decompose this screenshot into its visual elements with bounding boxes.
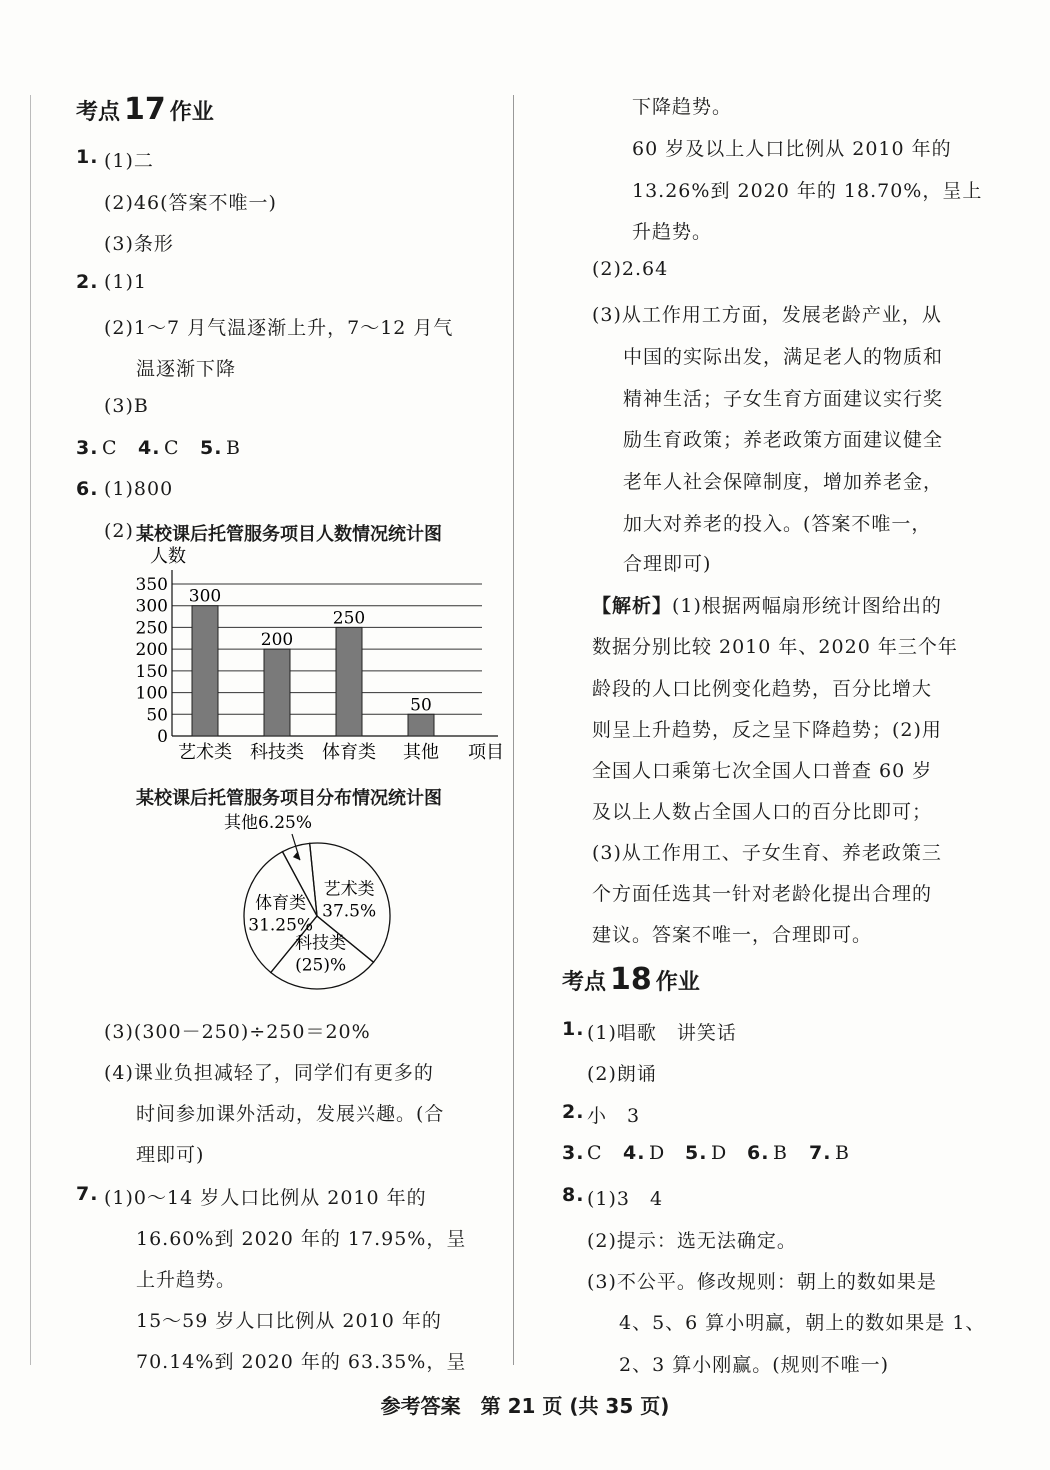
- section-prefix: 考点: [562, 970, 607, 995]
- analysis-line-2: 数据分别比较 2010 年、2020 年三个年: [592, 636, 958, 658]
- s18-q6-number: 6.: [747, 1142, 770, 1164]
- q7-right-12: 合理即可): [623, 553, 712, 575]
- s18-q8-answer-c1: (3)不公平。修改规则：朝上的数如果是: [587, 1271, 937, 1293]
- q2-answer-b2: 温逐渐下降: [136, 358, 237, 380]
- q6-number: 6.: [76, 478, 99, 500]
- q7-right-9: 励生育政策；养老政策方面建议健全: [623, 429, 944, 451]
- s18-q3-answer: C: [587, 1142, 603, 1164]
- s18-q8-number: 8.: [562, 1184, 585, 1206]
- pie-chart-title: 某校课后托管服务项目分布情况统计图: [136, 788, 442, 809]
- pie-slice-value: 31.25%: [248, 915, 314, 936]
- q7-right-11: 加大对养老的投入。(答案不唯一，: [623, 513, 932, 535]
- s18-q8-answer-b: (2)提示：选无法确定。: [587, 1230, 797, 1252]
- y-tick-label: 0: [157, 727, 168, 747]
- section-number: 17: [124, 92, 166, 127]
- q3-answer: C: [102, 437, 118, 459]
- y-tick-label: 50: [146, 705, 168, 726]
- bar-其他: [408, 714, 434, 736]
- q7-right-8: 精神生活；子女生育方面建议实行奖: [623, 388, 944, 410]
- q7-line-4: 15～59 岁人口比例从 2010 年的: [136, 1310, 442, 1332]
- column-divider: [513, 95, 514, 1365]
- pie-slice-value: (25)%: [295, 955, 347, 976]
- q7-line-3: 上升趋势。: [136, 1269, 237, 1291]
- q1-number: 1.: [76, 146, 99, 168]
- bar-科技类: [264, 649, 290, 736]
- q2-number: 2.: [76, 271, 99, 293]
- analysis-line-8: 个方面任选其一针对老龄化提出合理的: [592, 883, 933, 905]
- s18-q3-number: 3.: [562, 1142, 585, 1164]
- analysis-line-5: 全国人口乘第七次全国人口普查 60 岁: [592, 760, 933, 782]
- q2-answer-c: (3)B: [104, 395, 149, 417]
- analysis-line-7: (3)从工作用工、子女生育、养老政策三: [592, 842, 942, 864]
- s18-q4-answer: D: [649, 1142, 666, 1164]
- q7-right-7: 中国的实际出发，满足老人的物质和: [623, 346, 944, 368]
- q7-right-6: (3)从工作用工方面，发展老龄产业，从: [592, 304, 942, 326]
- s18-q4-number: 4.: [623, 1142, 646, 1164]
- y-tick-label: 250: [135, 618, 168, 639]
- bar-chart-title: 某校课后托管服务项目人数情况统计图: [136, 524, 442, 545]
- y-tick-label: 100: [135, 683, 168, 704]
- q6-answer-d3: 理即可): [136, 1144, 205, 1166]
- s18-q2-number: 2.: [562, 1101, 585, 1123]
- s18-q2-answer: 小 3: [587, 1105, 641, 1127]
- q6-answer-d1: (4)课业负担减轻了，同学们有更多的: [104, 1062, 434, 1084]
- bar-value-label: 300: [188, 586, 222, 607]
- q7-right-1: 下降趋势。: [632, 96, 733, 118]
- pie-slice-name: 艺术类: [323, 879, 375, 900]
- y-tick-label: 350: [135, 575, 168, 595]
- footer-label: 参考答案: [380, 1394, 461, 1418]
- x-axis-label: 项目: [468, 742, 504, 763]
- section-prefix: 考点: [76, 100, 121, 125]
- analysis-tag: 【解析】: [592, 595, 673, 617]
- x-tick-label: 艺术类: [178, 742, 232, 763]
- q1-answer-b: (2)46(答案不唯一): [104, 192, 277, 214]
- q5-number: 5.: [200, 437, 223, 459]
- page-footer: [0, 1390, 1050, 1419]
- y-tick-label: 150: [135, 661, 168, 682]
- q6-answer-d2: 时间参加课外活动，发展兴趣。(合: [136, 1103, 445, 1125]
- q2-answer-a: (1)1: [104, 271, 148, 293]
- s18-q7-number: 7.: [809, 1142, 832, 1164]
- q1-answer-c: (3)条形: [104, 233, 174, 255]
- s18-q7-answer: B: [835, 1142, 850, 1164]
- footer-page: 第 21 页 (共 35 页): [480, 1394, 670, 1418]
- x-tick-label: 体育类: [322, 742, 376, 763]
- q3-number: 3.: [76, 437, 99, 459]
- q7-number: 7.: [76, 1183, 99, 1205]
- q7-right-3: 13.26%到 2020 年的 18.70%，呈上: [632, 180, 983, 202]
- q6-answer-b-prefix: (2): [104, 520, 134, 542]
- bar-chart: [120, 540, 510, 772]
- q4-answer: C: [164, 437, 180, 459]
- q4-number: 4.: [138, 437, 161, 459]
- left-margin-line: [30, 95, 31, 1365]
- analysis-text-1: (1)根据两幅扇形统计图给出的: [672, 595, 942, 617]
- analysis-line-4: 则呈上升趋势，反之呈下降趋势；(2)用: [592, 719, 942, 741]
- q7-right-10: 老年人社会保障制度，增加养老金，: [623, 471, 944, 493]
- q7-right-4: 升趋势。: [632, 221, 713, 243]
- pie-slice-name: 体育类: [255, 893, 307, 914]
- q6-answer-a: (1)800: [104, 478, 174, 500]
- pie-slice-value: 37.5%: [322, 901, 377, 922]
- q7-line-2: 16.60%到 2020 年的 17.95%，呈: [136, 1228, 467, 1250]
- section-suffix: 作业: [655, 970, 700, 995]
- pie-pointer-arrow: [293, 851, 300, 860]
- analysis-line-1: [592, 591, 942, 618]
- q5-answer: B: [226, 437, 241, 459]
- bar-value-label: 250: [332, 608, 366, 629]
- analysis-line-6: 及以上人数占全国人口的百分比即可；: [592, 801, 933, 823]
- section-18-heading: [562, 962, 700, 997]
- s18-q8-answer-c3: 2、3 算小刚赢。(规则不唯一): [619, 1354, 890, 1376]
- pie-slice-name: 科技类: [295, 933, 347, 954]
- s18-q1-number: 1.: [562, 1018, 585, 1040]
- q1-answer-a: (1)二: [104, 150, 154, 172]
- s18-q1-answer-b: (2)朗诵: [587, 1063, 657, 1085]
- section-suffix: 作业: [169, 100, 214, 125]
- bar-value-label: 50: [410, 695, 432, 716]
- q7-line-1: (1)0～14 岁人口比例从 2010 年的: [104, 1187, 427, 1209]
- analysis-line-3: 龄段的人口比例变化趋势，百分比增大: [592, 678, 933, 700]
- bar-艺术类: [192, 606, 218, 736]
- pie-outer-label: 其他6.25%: [224, 813, 313, 833]
- pie-chart: [210, 808, 430, 1008]
- s18-q6-answer: B: [773, 1142, 788, 1164]
- y-tick-label: 200: [135, 640, 168, 661]
- s18-q5-answer: D: [711, 1142, 728, 1164]
- bar-value-label: 200: [260, 630, 294, 651]
- q6-answer-c: (3)(300－250)÷250＝20%: [104, 1021, 371, 1043]
- x-tick-label: 科技类: [250, 742, 304, 763]
- s18-q5-number: 5.: [685, 1142, 708, 1164]
- s18-q8-answer-c2: 4、5、6 算小明赢，朝上的数如果是 1、: [619, 1312, 986, 1334]
- q7-right-2: 60 岁及以上人口比例从 2010 年的: [632, 138, 952, 160]
- s18-q8-answer-a: (1)3 4: [587, 1188, 664, 1210]
- s18-q1-answer-a: (1)唱歌 讲笑话: [587, 1022, 737, 1044]
- bar-体育类: [336, 627, 362, 736]
- x-tick-label: 其他: [403, 742, 439, 763]
- q7-line-5: 70.14%到 2020 年的 63.35%，呈: [136, 1351, 467, 1373]
- section-17-heading: [76, 92, 214, 127]
- q2-answer-b1: (2)1～7 月气温逐渐上升，7～12 月气: [104, 317, 454, 339]
- y-axis-label: 人数: [150, 546, 186, 567]
- y-tick-label: 300: [135, 596, 168, 617]
- q7-right-5: (2)2.64: [592, 258, 669, 280]
- section-number: 18: [610, 962, 652, 997]
- analysis-line-9: 建议。答案不唯一，合理即可。: [592, 924, 873, 946]
